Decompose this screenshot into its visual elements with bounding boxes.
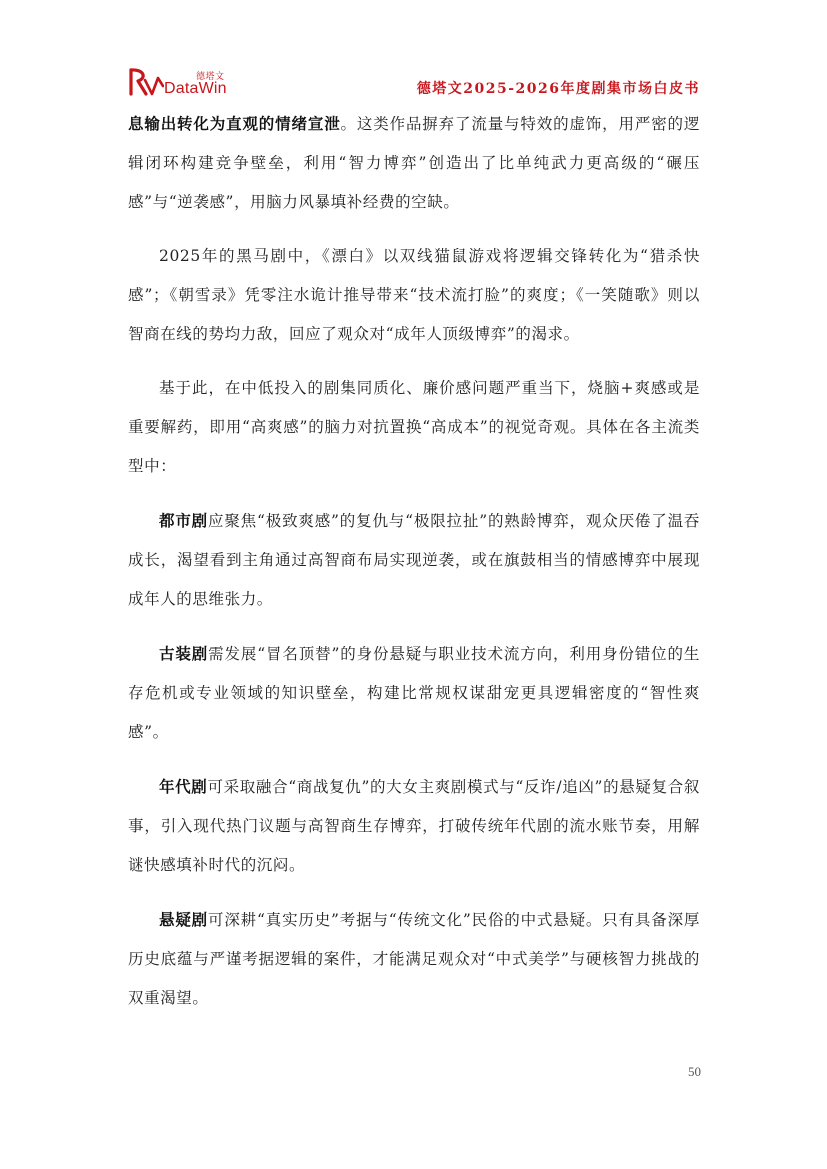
paragraph-text: 可深耕“真实历史”考据与“传统文化”民俗的中式悬疑。只有具备深厚历史底蕴与严谨考据逻辑的案件，才能满足观众对“中式美学”与硬核智力挑战的双重渴望。: [128, 911, 700, 1007]
body-content: [128, 104, 700, 1018]
paragraph-period-drama: [128, 767, 700, 885]
genre-label-costume: 古装剧: [159, 644, 209, 663]
paragraph-strategy: [128, 369, 700, 486]
genre-label-urban: 都市剧: [159, 511, 208, 530]
paragraph-text: 基于此，在中低投入的剧集同质化、廉价感问题严重当下，烧脑+爽感或是重要解药，即用“高爽感”的脑力对抗置换“高成本”的视觉奇观。具体在各主流类型中：: [128, 379, 700, 475]
logo-english-text: DataWin: [164, 80, 227, 97]
paragraph-text: 。这类作品摒弃了流量与特效的虚饰，用严密的逻辑闭环构建竞争壁垒，利用“智力博弈”创造出了比单纯武力更高级的“碾压感”与“逆袭感”，用脑力风暴填补经费的空缺。: [128, 115, 700, 211]
paragraph-text: 可采取融合“商战复仇”的大女主爽剧模式与“反诈/追凶”的悬疑复合叙事，引入现代热门议题与高智商生存博弈，打破传统年代剧的流水账节奏，用解谜快感填补时代的沉闷。: [128, 778, 700, 874]
paragraph-text: 2025年的黑马剧中，《漂白》以双线猫鼠游戏将逻辑交锋转化为“猎杀快感”；《朝雪录》凭零注水诡计推导带来“技术流打脸”的爽度；《一笑随歌》则以智商在线的势均力敌，回应了观众对“成年人顶级博弈”的渴求。: [128, 247, 700, 343]
genre-label-suspense: 悬疑剧: [159, 910, 208, 929]
logo-chinese-text: 德塔文: [196, 72, 225, 82]
datawin-logo: [128, 64, 238, 100]
paragraph-dark-horse-dramas: [128, 237, 700, 354]
page-header: [128, 64, 700, 100]
paragraph-bold-lead: 息输出转化为直观的情绪宣泄: [128, 114, 341, 133]
paragraph-text: 需发展“冒名顶替”的身份悬疑与职业技术流方向，利用身份错位的生存危机或专业领域的知识壁垒，构建比常规权谋甜宠更具逻辑密度的“智性爽感”。: [128, 645, 700, 741]
genre-label-period: 年代剧: [159, 777, 208, 796]
paragraph-suspense-drama: [128, 900, 700, 1018]
report-title: 德塔文2025-2026年度剧集市场白皮书: [416, 81, 700, 97]
paragraph-urban-drama: [128, 501, 700, 619]
paragraph-continuation: [128, 104, 700, 222]
page-number: 50: [688, 1064, 701, 1079]
paragraph-text: 应聚焦“极致爽感”的复仇与“极限拉扯”的熟龄博弈，观众厌倦了温吞成长，渴望看到主角通过高智商布局实现逆袭，或在旗鼓相当的情感博弈中展现成年人的思维张力。: [128, 512, 700, 608]
paragraph-costume-drama: [128, 634, 700, 752]
datawin-mark-icon: [128, 66, 164, 98]
